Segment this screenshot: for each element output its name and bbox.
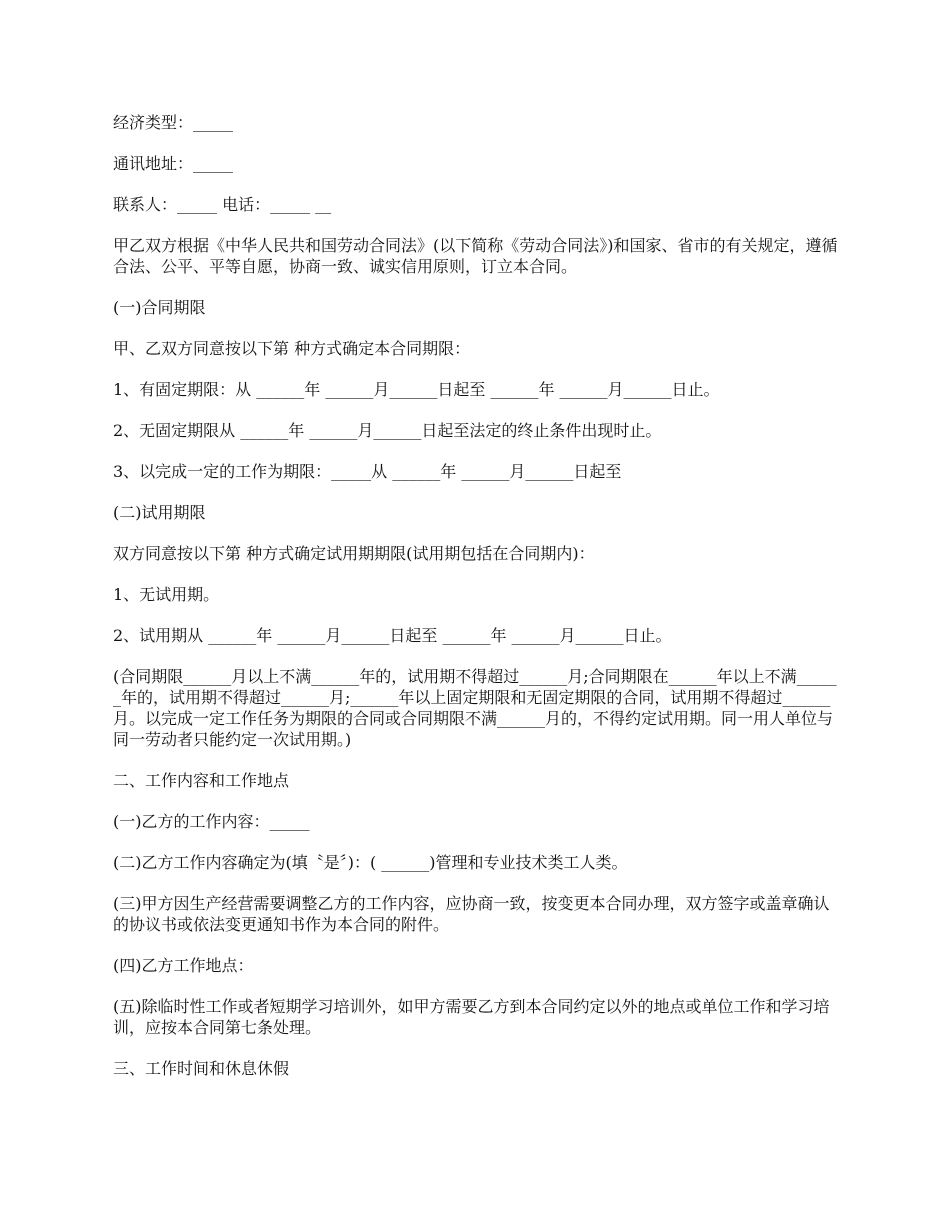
contract-term-option-2: 2、无固定期限从 ______年 ______月______日起至法定的终止条件出现时止。 (113, 421, 662, 440)
contract-term-option-1: 1、有固定期限：从 ______年 ______月______日起至 ______年 ______月______日止。 (113, 380, 720, 399)
work-content-field: (一)乙方的工作内容：_____ (113, 812, 310, 831)
probation-intro: 双方同意按以下第 种方式确定试用期期限(试用期包括在合同期内)： (113, 544, 595, 563)
work-location-exception: (五)除临时性工作或者短期学习培训外，如甲方需要乙方到本合同约定以外的地点或单位工作和学习培训，应按本合同第七条处理。 (113, 997, 830, 1037)
section-heading-working-hours: 三、工作时间和休息休假 (113, 1059, 290, 1078)
work-location-field: (四)乙方工作地点： (113, 956, 254, 975)
probation-rules-note: (合同期限______月以上不满______年的，试用期不得超过______月;合同期限在______年以上不满______年的，试用期不得超过______月;______年以上固定期限和无固定期限的合同，试用期不得超过______月。以完成一定工作任务为期限的合同或合同期限不满______月的，不得约定试用期。同一用人单位与同一劳动者只能约定一次试用期。) (113, 667, 837, 749)
field-economic-type: 经济类型：_____ (113, 113, 234, 132)
contract-term-intro: 甲、乙双方同意按以下第 种方式确定本合同期限： (113, 339, 471, 358)
field-contact-phone: 联系人：_____ 电话：_____ __ (113, 195, 332, 214)
contract-term-option-3: 3、以完成一定的工作为期限：_____从 ______年 ______月______日起至 (113, 462, 622, 481)
field-address: 通讯地址：_____ (113, 154, 234, 173)
probation-option-2: 2、试用期从 ______年 ______月______日起至 ______年 ______月______日止。 (113, 626, 672, 645)
section-heading-probation: (二)试用期限 (113, 503, 206, 522)
section-heading-contract-term: (一)合同期限 (113, 298, 206, 317)
work-content-adjustment: (三)甲方因生产经营需要调整乙方的工作内容，应协商一致，按变更本合同办理，双方签字或盖章确认的协议书或依法变更通知书作为本合同的附件。 (113, 894, 830, 934)
work-content-category: (二)乙方工作内容确定为(填〝是〞)：( ______)管理和专业技术类工人类。 (113, 853, 628, 872)
document-body (113, 112, 838, 1099)
preamble-paragraph: 甲乙双方根据《中华人民共和国劳动合同法》(以下简称《劳动合同法》)和国家、省市的有关规定，遵循合法、公平、平等自愿，协商一致、诚实信用原则，订立本合同。 (113, 236, 838, 276)
probation-option-1: 1、无试用期。 (113, 585, 220, 604)
section-heading-work-content-location: 二、工作内容和工作地点 (113, 771, 290, 790)
